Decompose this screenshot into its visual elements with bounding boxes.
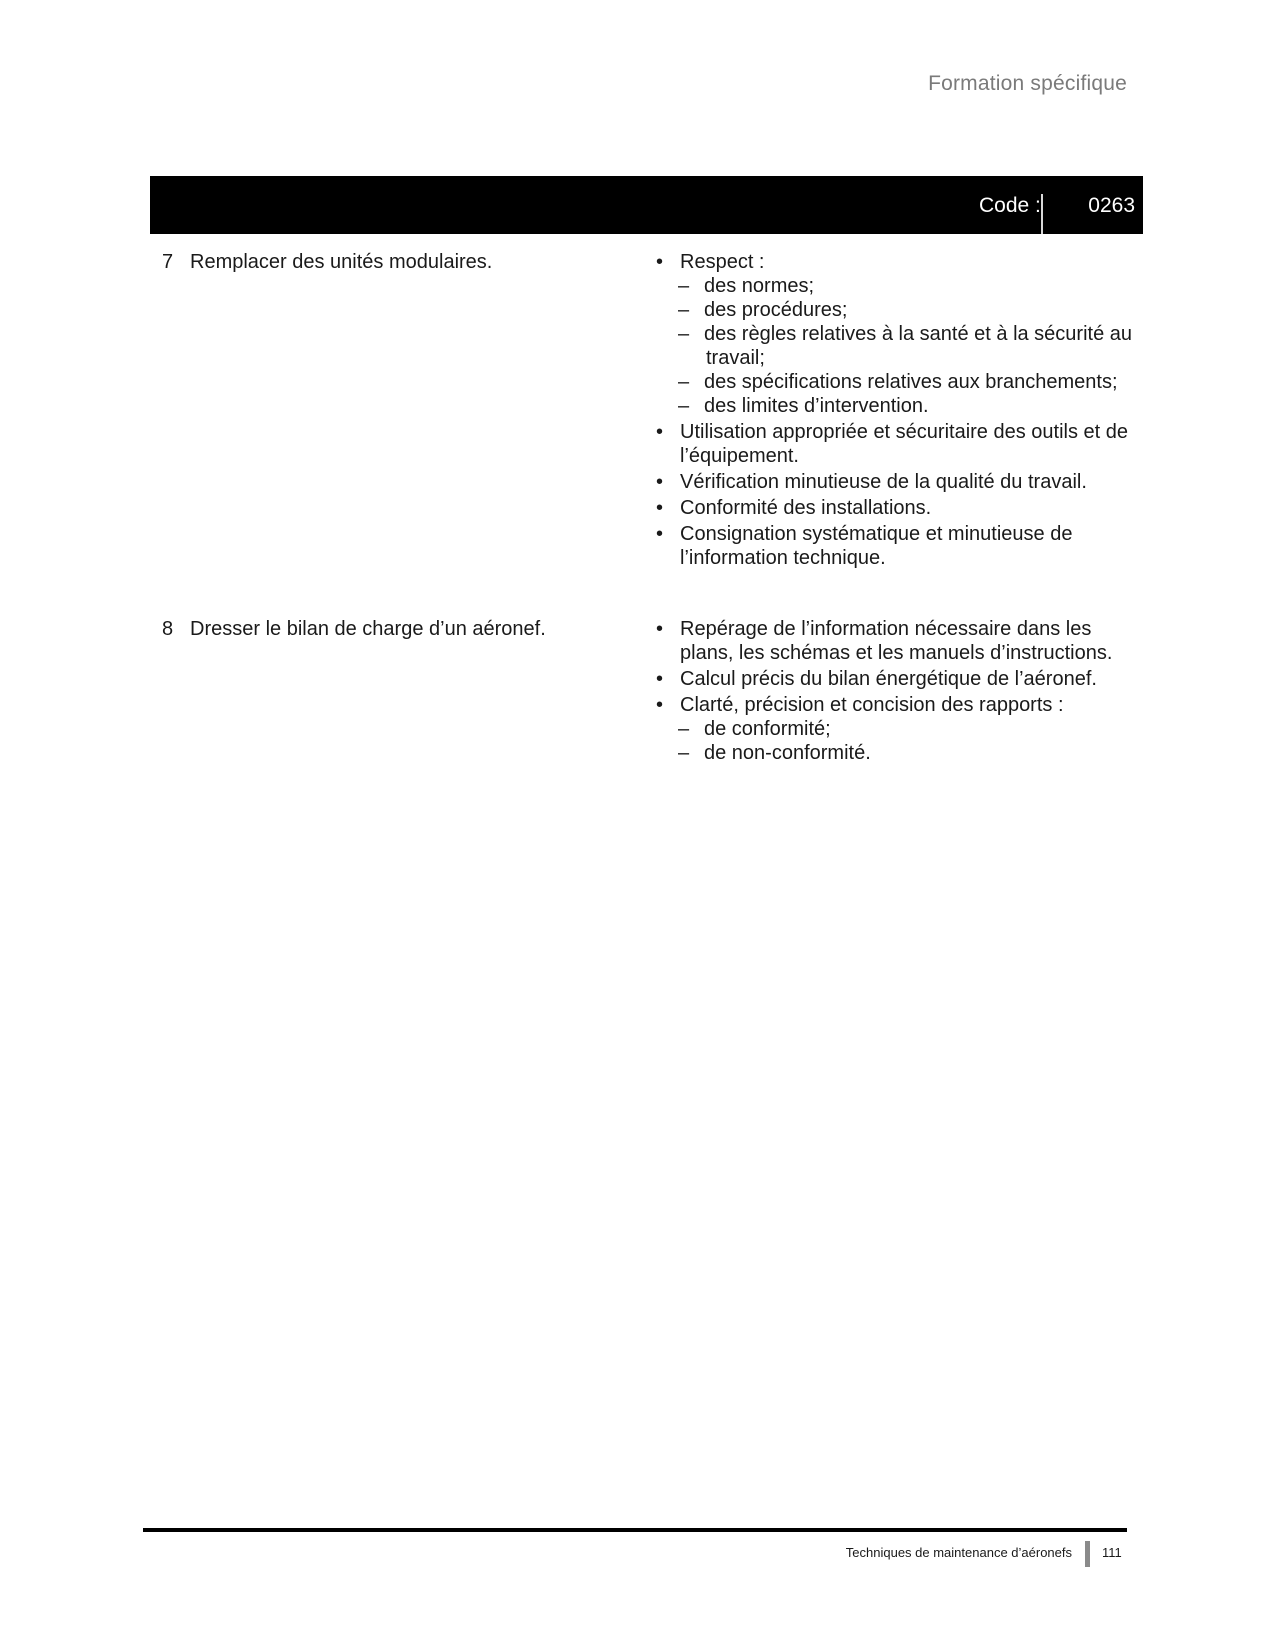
criterion-text: Consignation systématique et minutieuse de l’information technique. <box>680 523 1073 569</box>
performance-criteria <box>652 250 1142 572</box>
code-bar <box>150 176 1143 234</box>
criterion-item <box>652 250 1142 418</box>
bullet-icon: • <box>656 618 664 640</box>
sub-criterion-item: – des limites d’intervention. <box>678 395 929 417</box>
sub-criterion-item: – des procédures; <box>678 299 848 321</box>
criterion-text: Respect : <box>680 251 765 273</box>
footer-title: Techniques de maintenance d’aéronefs <box>845 1545 1072 1560</box>
footer-rule <box>143 1528 1127 1532</box>
criterion-item <box>652 667 1142 691</box>
sub-criterion-item: – des normes; <box>678 275 815 297</box>
sub-criterion-text: des règles relatives à la santé et à la sécurité au travail; <box>704 323 1133 369</box>
code-divider <box>1041 194 1043 234</box>
bullet-icon: • <box>656 471 664 493</box>
criterion-item <box>652 496 1142 520</box>
running-header: Formation spécifique <box>928 72 1127 95</box>
sub-criterion-item: – des spécifications relatives aux branchements; <box>678 371 1118 393</box>
sub-criterion-text: de non-conformité. <box>704 742 871 764</box>
element-of-competency <box>162 617 632 641</box>
criterion-text: Utilisation appropriée et sécuritaire des outils et de l’équipement. <box>680 421 1129 467</box>
criterion-text: Conformité des installations. <box>680 497 932 519</box>
element-of-competency <box>162 250 632 274</box>
page-number: 111 <box>1102 1545 1122 1560</box>
criterion-item <box>652 693 1142 765</box>
criterion-item <box>652 470 1142 494</box>
criterion-sub-list <box>652 717 1142 765</box>
sub-criterion-item: – des règles relatives à la santé et à la sécurité au travail; <box>678 323 1133 369</box>
sub-criterion-text: des spécifications relatives aux branchements; <box>704 371 1118 393</box>
code-label: Code : <box>979 194 1041 217</box>
code-value: 0263 <box>1088 194 1135 217</box>
bullet-icon: • <box>656 497 664 519</box>
element-number: 8 <box>162 618 174 640</box>
element-text: Remplacer des unités modulaires. <box>190 251 493 273</box>
bullet-icon: • <box>656 668 664 690</box>
criterion-item <box>652 617 1142 665</box>
element-number: 7 <box>162 251 174 273</box>
criterion-item <box>652 522 1142 570</box>
sub-criterion-text: des limites d’intervention. <box>704 395 929 417</box>
element-text: Dresser le bilan de charge d’un aéronef. <box>190 618 546 640</box>
bullet-icon: • <box>656 251 664 273</box>
criterion-sub-list <box>652 274 1142 418</box>
sub-criterion-item: – de non-conformité. <box>678 742 871 764</box>
bullet-icon: • <box>656 523 664 545</box>
sub-criterion-text: des normes; <box>704 275 815 297</box>
sub-criterion-text: des procédures; <box>704 299 848 321</box>
bullet-icon: • <box>656 694 664 716</box>
performance-criteria <box>652 617 1142 767</box>
sub-criterion-item: – de conformité; <box>678 718 831 740</box>
criterion-text: Clarté, précision et concision des rapports : <box>680 694 1064 716</box>
criterion-text: Calcul précis du bilan énergétique de l’aéronef. <box>680 668 1097 690</box>
footer-divider <box>1085 1541 1090 1567</box>
sub-criterion-text: de conformité; <box>704 718 831 740</box>
criterion-text: Repérage de l’information nécessaire dans les plans, les schémas et les manuels d’instructions. <box>680 618 1113 664</box>
criterion-text: Vérification minutieuse de la qualité du travail. <box>680 471 1087 493</box>
bullet-icon: • <box>656 421 664 443</box>
criterion-item <box>652 420 1142 468</box>
